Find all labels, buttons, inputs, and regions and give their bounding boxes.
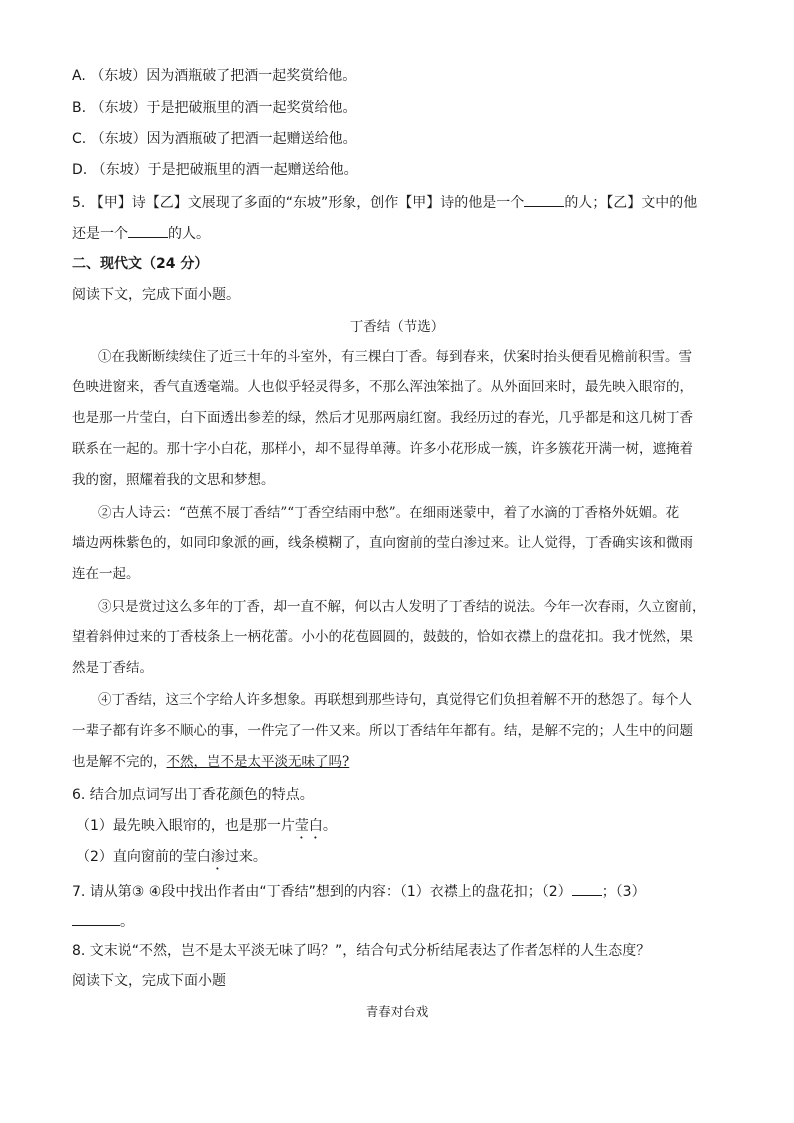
p2-line-2: 墙边两株紫色的，如同印象派的画，线条模糊了，直向窗前的莹白渗过来。让人觉得，丁香确实该和微雨 (72, 535, 693, 551)
option-d: D. （东坡）于是把破瓶里的酒一起赠送给他。 (72, 162, 358, 178)
p3-line-3: 然是丁香结。 (72, 660, 153, 676)
q6-s2-end: 过来。 (224, 849, 267, 865)
option-c: C. （东坡）因为酒瓶破了把酒一起赠送给他。 (72, 131, 357, 147)
q7-text-3: 。 (120, 914, 134, 930)
q5-text-1: 5. 【甲】诗【乙】文展现了多面的“东坡”形象，创作【甲】诗的他是一个 (72, 195, 525, 211)
q7-text-1: 7. 请从第③ ④段中找出作者由“丁香结”想到的内容：（1）衣襟上的盘花扣；（2） (72, 884, 572, 900)
question-5-line-2 (72, 223, 210, 244)
q5-blank-1[interactable] (524, 192, 564, 207)
passage-title: 丁香结（节选） (349, 319, 445, 335)
q5-blank-2[interactable] (128, 223, 168, 238)
q5-text-2: 的人；【乙】文中的他 (564, 195, 698, 211)
question-5-line-1 (72, 192, 697, 213)
p4-line-2: 一辈子都有许多不顺心的事，一件完了一件又来。所以丁香结年年都有。结，是解不完的；人生中的问题 (72, 723, 693, 739)
p2-line-3: 连在一起。 (72, 566, 140, 582)
q6-s1-text: （1）最先映入眼帘的，也是那一片 (76, 818, 295, 834)
p2-line-1: ②古人诗云：“芭蕉不展丁香结”“丁香空结雨中愁”。在细雨迷蒙中，着了水滴的丁香格外妩媚。花 (98, 505, 680, 521)
p4-line-3-text: 也是解不完的， (72, 754, 167, 770)
q7-text-2: ；（3） (601, 884, 646, 900)
option-a: A. （东坡）因为酒瓶破了把酒一起奖赏给他。 (72, 68, 357, 84)
question-7-line-2 (72, 911, 134, 932)
question-7-line-1 (72, 881, 646, 902)
underlined-sentence: 不然，岂不是太平淡无味了吗? (166, 754, 350, 770)
question-6-sub-1 (76, 816, 337, 842)
q5-text-4: 的人。 (168, 226, 210, 242)
next-passage-title: 青春对台戏 (365, 1004, 429, 1019)
section-heading: 二、现代文（24 分） (72, 256, 209, 272)
p1-line-2: 色映进窗来，香气直透毫端。人也似乎轻灵得多，不那么浑浊笨拙了。从外面回来时，最先映入眼帘的， (72, 379, 693, 395)
q6-s1-end: 。 (322, 818, 337, 834)
question-6-sub-2 (76, 847, 267, 873)
p1-line-1: ①在我断断续续住了近三十年的斗室外，有三棵白丁香。每到春来，伏案时抬头便看见檐前积雪。雪 (98, 349, 692, 365)
p4-line-1: ④丁香结，这三个字给人许多想象。再联想到那些诗句，真觉得它们负担着解不开的愁怨了。每个人 (98, 692, 692, 708)
question-6-stem: 6. 结合加点词写出丁香花颜色的特点。 (72, 787, 314, 803)
q6-s2-dotted-word: 渗 (210, 849, 225, 865)
p3-line-1: ③只是赏过这么多年的丁香，却一直不解，何以古人发明了丁香结的说法。今年一次春雨，久立窗前， (98, 599, 706, 615)
p4-line-3 (72, 752, 349, 772)
option-b: B. （东坡）于是把破瓶里的酒一起奖赏给他。 (72, 100, 357, 116)
question-8-stem: 8. 文末说“不然，岂不是太平淡无味了吗？”，结合句式分析结尾表达了作者怎样的人生态度？ (72, 943, 651, 959)
q5-text-3: 还是一个 (72, 226, 128, 242)
q7-blank-1[interactable] (572, 881, 602, 896)
next-instruction: 阅读下文，完成下面小题 (72, 973, 226, 989)
q7-blank-2[interactable] (72, 911, 120, 926)
p1-line-5: 我的窗，照耀着我的文思和梦想。 (72, 472, 275, 488)
p1-line-3: 也是那一片莹白，白下面透出参差的绿，然后才见那两扇红窗。我经历过的春光，几乎都是和这几树丁香 (72, 410, 693, 426)
q6-s2-text: （2）直向窗前的莹白 (76, 849, 211, 865)
p1-line-4: 联系在一起的。那十字小白花，那样小，却不显得单薄。许多小花形成一簇，许多簇花开满一树，遮掩着 (72, 441, 693, 457)
p3-line-2: 望着斜伸过来的丁香枝条上一柄花蕾。小小的花苞圆圆的，鼓鼓的，恰如衣襟上的盘花扣。我才恍然，果 (72, 629, 693, 645)
section-instruction: 阅读下文，完成下面小题。 (72, 287, 240, 303)
q6-s1-dotted-word: 莹白 (294, 818, 323, 834)
